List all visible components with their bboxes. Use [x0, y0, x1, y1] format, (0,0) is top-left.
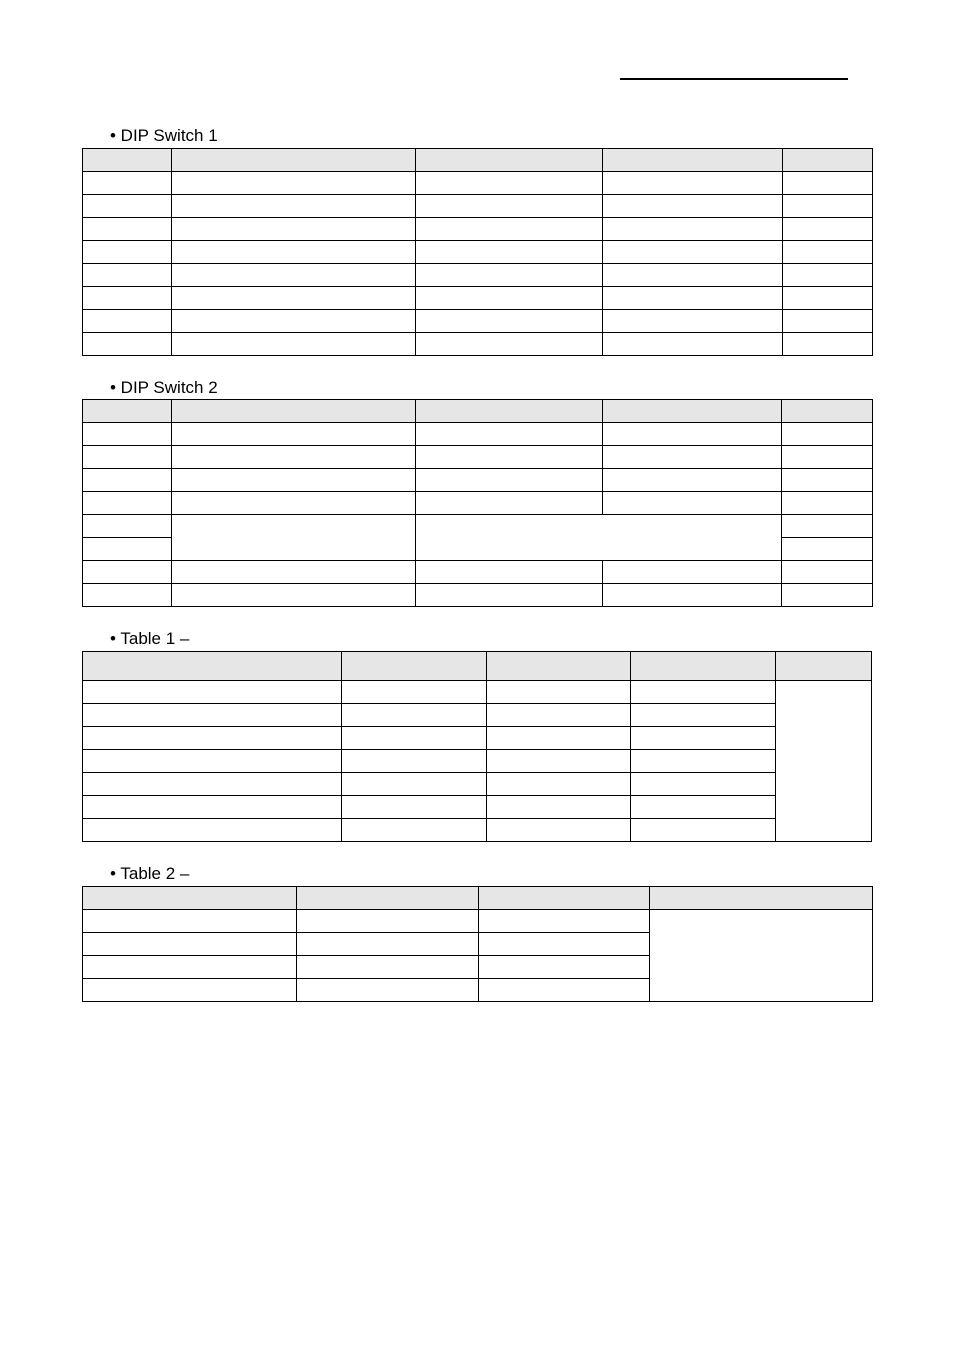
- table-cell: [603, 149, 783, 172]
- table-cell: [83, 149, 172, 172]
- table-cell: [342, 652, 487, 681]
- table-cell: [487, 819, 631, 842]
- table-cell: [297, 956, 479, 979]
- table-cell: [603, 287, 783, 310]
- table-cell: [479, 910, 650, 933]
- table-header-row: [83, 652, 872, 681]
- table-cell: [782, 561, 873, 584]
- table-cell: [783, 218, 873, 241]
- table-cell: [487, 796, 631, 819]
- dip-switch-1-title: • DIP Switch 1: [110, 126, 218, 145]
- table-cell: [782, 492, 873, 515]
- table-row: [83, 492, 873, 515]
- table-cell: [172, 469, 416, 492]
- table-cell: [172, 310, 416, 333]
- table-cell: [83, 979, 297, 1002]
- table-cell: [342, 773, 487, 796]
- table-cell: [487, 727, 631, 750]
- table-cell: [783, 333, 873, 356]
- table-cell: [83, 584, 172, 607]
- table-row: [83, 910, 873, 933]
- table-cell: [487, 773, 631, 796]
- table-cell: [603, 446, 782, 469]
- table-cell: [782, 469, 873, 492]
- table-cell: [783, 149, 873, 172]
- table-row: [83, 469, 873, 492]
- table-cell: [479, 887, 650, 910]
- table-cell: [487, 750, 631, 773]
- table-cell: [83, 492, 172, 515]
- table-cell: [342, 727, 487, 750]
- table-cell: [416, 561, 603, 584]
- table-cell: [172, 172, 416, 195]
- table-cell: [83, 218, 172, 241]
- table-cell: [416, 287, 603, 310]
- table-cell: [603, 561, 782, 584]
- table-cell: [416, 423, 603, 446]
- table-cell: [783, 310, 873, 333]
- table-cell: [487, 652, 631, 681]
- table-cell: [783, 172, 873, 195]
- table-cell: [416, 446, 603, 469]
- table-cell: [603, 241, 783, 264]
- table-cell: [783, 287, 873, 310]
- table-cell: [83, 887, 297, 910]
- table-cell: [83, 241, 172, 264]
- table-cell: [83, 933, 297, 956]
- table-row: [83, 773, 872, 796]
- table-cell: [83, 423, 172, 446]
- table-cell: [83, 727, 342, 750]
- table-cell: [783, 241, 873, 264]
- table-cell: [603, 218, 783, 241]
- table-cell: [782, 538, 873, 561]
- table-cell: [416, 333, 603, 356]
- table-row: [83, 446, 873, 469]
- table-cell: [297, 887, 479, 910]
- table-cell: [650, 887, 873, 910]
- table-header-row: [83, 400, 873, 423]
- table-row: [83, 704, 872, 727]
- table-cell: [631, 750, 776, 773]
- table-row: [83, 423, 873, 446]
- table-2-title: • Table 2 –: [110, 864, 190, 883]
- table-cell: [416, 310, 603, 333]
- table-cell: [603, 584, 782, 607]
- table-cell: [83, 400, 172, 423]
- table-cell: [83, 515, 172, 538]
- table-cell: [631, 727, 776, 750]
- table-cell: [342, 819, 487, 842]
- table-row: [83, 218, 873, 241]
- table-row: [83, 195, 873, 218]
- merged-cell: [416, 515, 782, 561]
- table-cell: [83, 681, 342, 704]
- table-cell: [479, 979, 650, 1002]
- table-row: [83, 515, 873, 538]
- table-cell: [297, 979, 479, 1002]
- table-cell: [83, 333, 172, 356]
- table-cell: [342, 750, 487, 773]
- table-cell: [631, 819, 776, 842]
- table-cell: [782, 515, 873, 538]
- table-cell: [487, 681, 631, 704]
- table-cell: [83, 561, 172, 584]
- table-row: [83, 172, 873, 195]
- table-cell: [416, 172, 603, 195]
- table-cell: [83, 956, 297, 979]
- table-header-row: [83, 887, 873, 910]
- table-cell: [172, 149, 416, 172]
- table-cell: [603, 172, 783, 195]
- table-cell: [297, 910, 479, 933]
- table-cell: [172, 195, 416, 218]
- table-row: [83, 750, 872, 773]
- table-row: [83, 264, 873, 287]
- table-cell: [782, 584, 873, 607]
- table-cell: [783, 264, 873, 287]
- table-cell: [83, 172, 172, 195]
- table-cell: [603, 400, 782, 423]
- table-cell: [172, 333, 416, 356]
- merged-cell: [776, 681, 872, 842]
- table-cell: [631, 681, 776, 704]
- table-row: [83, 727, 872, 750]
- table-cell: [83, 195, 172, 218]
- merged-cell: [650, 910, 873, 1002]
- table-cell: [416, 149, 603, 172]
- table-cell: [172, 492, 416, 515]
- table-cell: [631, 652, 776, 681]
- table-cell: [342, 704, 487, 727]
- table-cell: [487, 704, 631, 727]
- table-cell: [83, 264, 172, 287]
- table-cell: [603, 195, 783, 218]
- table-cell: [83, 469, 172, 492]
- table-cell: [603, 492, 782, 515]
- table-cell: [783, 195, 873, 218]
- table-1: [82, 651, 872, 842]
- table-cell: [416, 469, 603, 492]
- table-header-row: [83, 149, 873, 172]
- table-row: [83, 681, 872, 704]
- table-cell: [416, 218, 603, 241]
- table-cell: [603, 310, 783, 333]
- table-cell: [172, 446, 416, 469]
- table-row: [83, 796, 872, 819]
- table-row: [83, 287, 873, 310]
- table-cell: [83, 652, 342, 681]
- table-cell: [416, 400, 603, 423]
- table-cell: [631, 773, 776, 796]
- table-cell: [631, 704, 776, 727]
- table-cell: [603, 333, 783, 356]
- table-row: [83, 310, 873, 333]
- table-cell: [83, 287, 172, 310]
- table-cell: [83, 704, 342, 727]
- table-cell: [342, 796, 487, 819]
- table-cell: [172, 264, 416, 287]
- table-cell: [83, 310, 172, 333]
- table-cell: [83, 538, 172, 561]
- table-cell: [342, 681, 487, 704]
- table-cell: [776, 652, 872, 681]
- table-1-title: • Table 1 –: [110, 629, 190, 648]
- table-row: [83, 333, 873, 356]
- table-cell: [172, 218, 416, 241]
- table-row: [83, 819, 872, 842]
- table-row: [83, 584, 873, 607]
- header-rule: [620, 78, 848, 80]
- table-cell: [83, 910, 297, 933]
- table-cell: [172, 287, 416, 310]
- merged-cell: [172, 515, 416, 561]
- table-cell: [416, 264, 603, 287]
- table-cell: [83, 446, 172, 469]
- table-cell: [172, 423, 416, 446]
- table-cell: [172, 400, 416, 423]
- table-cell: [782, 446, 873, 469]
- table-cell: [172, 584, 416, 607]
- table-cell: [416, 492, 603, 515]
- table-cell: [83, 819, 342, 842]
- table-2: [82, 886, 873, 1002]
- table-cell: [83, 796, 342, 819]
- table-cell: [83, 773, 342, 796]
- table-cell: [297, 933, 479, 956]
- dip-switch-1-table: [82, 148, 873, 356]
- table-row: [83, 561, 873, 584]
- dip-switch-2-table: [82, 399, 873, 607]
- table-row: [83, 241, 873, 264]
- table-cell: [603, 469, 782, 492]
- table-cell: [416, 584, 603, 607]
- table-cell: [479, 933, 650, 956]
- dip-switch-2-title: • DIP Switch 2: [110, 378, 218, 397]
- table-cell: [83, 750, 342, 773]
- table-cell: [416, 241, 603, 264]
- table-cell: [631, 796, 776, 819]
- table-cell: [603, 264, 783, 287]
- table-cell: [782, 423, 873, 446]
- table-cell: [172, 561, 416, 584]
- table-cell: [172, 241, 416, 264]
- table-cell: [603, 423, 782, 446]
- table-cell: [782, 400, 873, 423]
- table-cell: [479, 956, 650, 979]
- table-cell: [416, 195, 603, 218]
